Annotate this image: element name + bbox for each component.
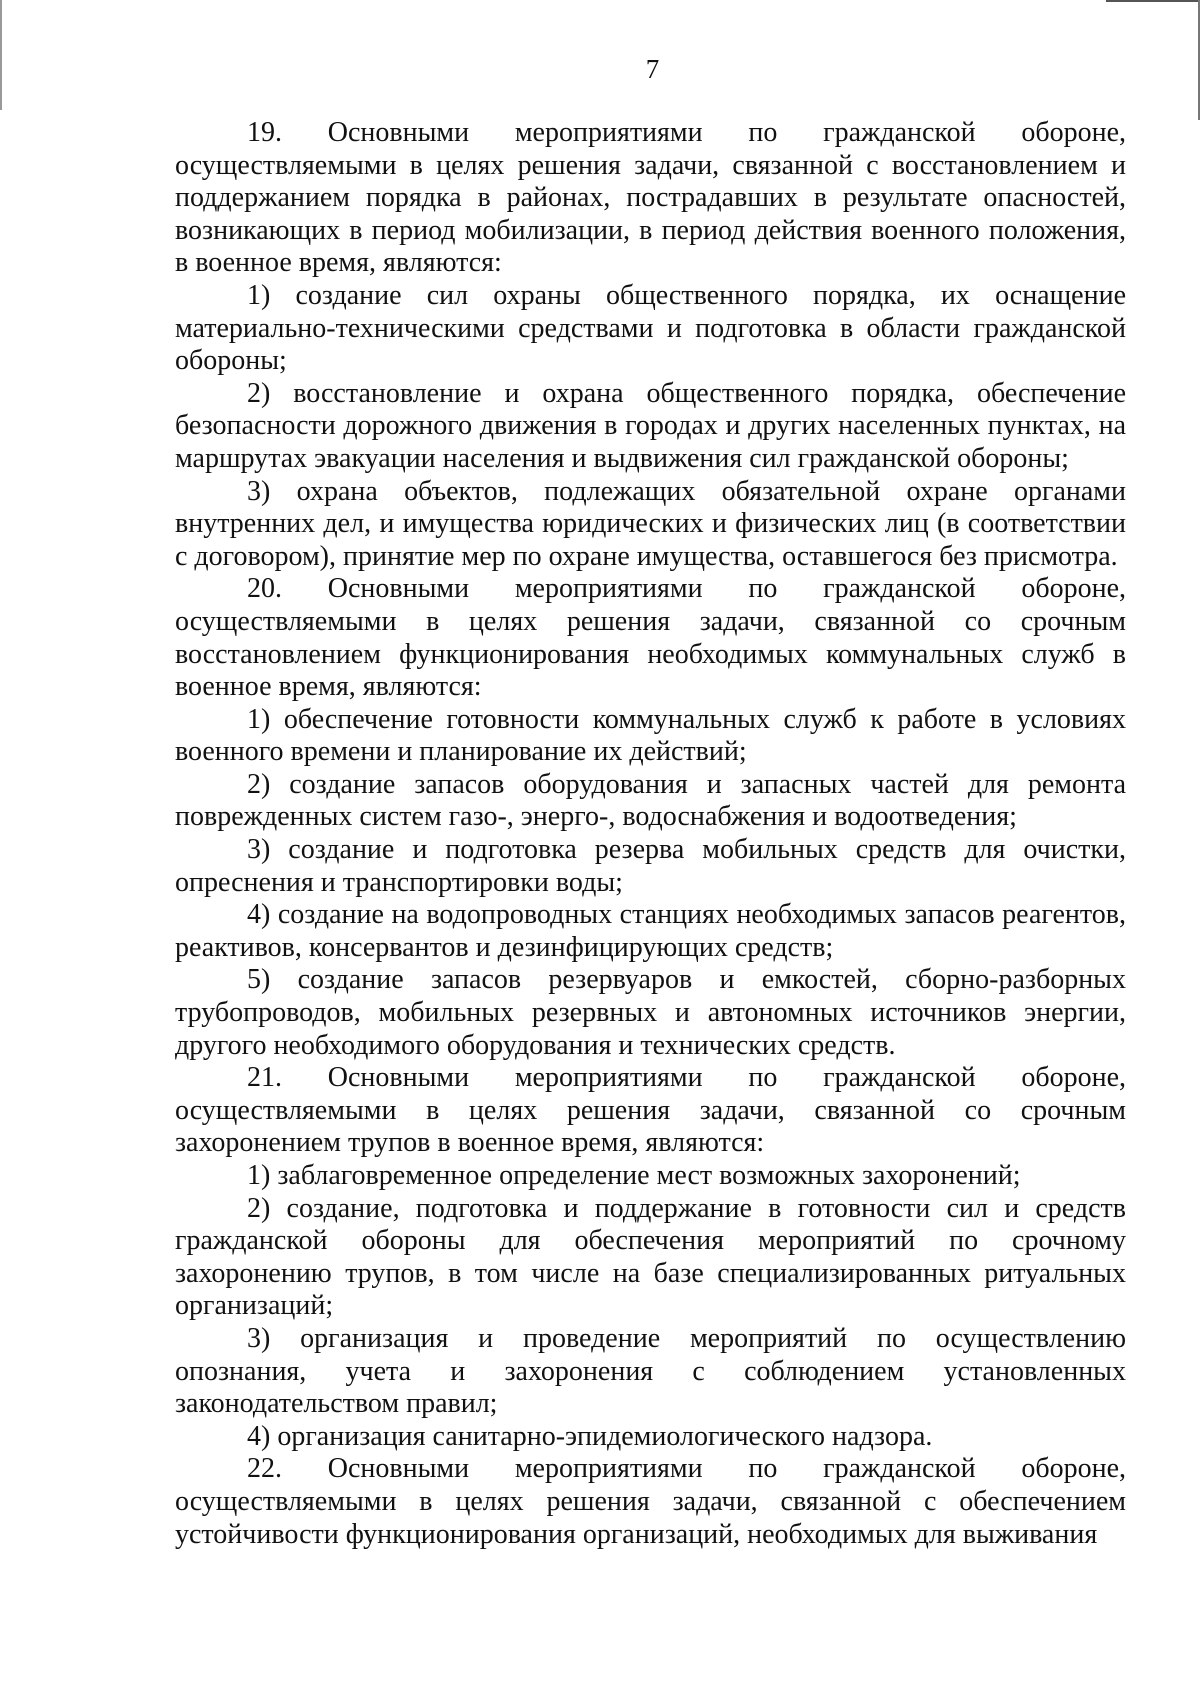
paragraph-21-item-1: 1) заблаговременное определение мест возможных захоронений; — [247, 1160, 1021, 1191]
paragraph-20-item-5: 5) создание запасов резервуаров и емкостей, сборно-разборных трубопроводов, мобильных резервных и автономных источников энергии, другого необходимого оборудования и технических средств. — [175, 964, 1126, 1061]
paragraph-20-item-3: 3) создание и подготовка резерва мобильных средств для очистки, опреснения и транспортировки воды; — [175, 834, 1126, 898]
paragraph-19-item-2: 2) восстановление и охрана общественного порядка, обеспечение безопасности дорожного движения в городах и других населенных пунктах, на маршрутах эвакуации населения и выдвижения сил гражданской обороны; — [175, 377, 1126, 474]
paragraph-20-item-1: 1) обеспечение готовности коммунальных служб к работе в условиях военного времени и планирование их действий; — [175, 703, 1126, 768]
paragraph-20-item-2: 2) создание запасов оборудования и запасных частей для ремонта поврежденных систем газо-, энерго-, водоснабжения и водоотведения; — [175, 768, 1126, 833]
paragraph-21: 21. Основными мероприятиями по гражданской обороне, осуществляемыми в целях решения задачи, связанной со срочным захоронением трупов в военное время, являются: — [175, 1062, 1126, 1159]
paragraph-21-item-4: 4) организация санитарно-эпидемиологического надзора. — [247, 1420, 933, 1452]
paragraph-19-item-3: 3) охрана объектов, подлежащих обязательной охране органами внутренних дел, и имущества юридических и физических лиц (в соответствии с договором), принятие мер по охране имущества, оставшегося без присмотра. — [175, 475, 1126, 572]
page-number: 7 — [645, 54, 660, 84]
scan-edge-line — [1106, 0, 1200, 2]
paragraph-20: 20. Основными мероприятиями по гражданской обороне, осуществляемыми в целях решения задачи, связанной со срочным восстановлением функционирования необходимых коммунальных служб в военное время, являются: — [175, 573, 1126, 703]
paragraph-20-item-4: 4) создание на водопроводных станциях необходимых запасов реагентов, реактивов, консервантов и дезинфицирующих средств; — [175, 899, 1126, 963]
document-body — [175, 117, 1126, 1551]
paragraph-21-item-3: 3) организация и проведение мероприятий по осуществлению опознания, учета и захоронения с соблюдением установленных законодательством правил; — [175, 1322, 1126, 1420]
paragraph-21-item-2: 2) создание, подготовка и поддержание в готовности сил и средств гражданской обороны для обеспечения мероприятий по срочному захоронению трупов, в том числе на базе специализированных ритуальных организаций; — [175, 1192, 1126, 1322]
paragraph-19-item-1: 1) создание сил охраны общественного порядка, их оснащение материально-техническими средствами и подготовка в области гражданской обороны; — [175, 279, 1126, 377]
paragraph-22: 22. Основными мероприятиями по гражданской обороне, осуществляемыми в целях решения задачи, связанной с обеспечением устойчивости функционирования организаций, необходимых для выживания — [175, 1453, 1126, 1550]
paragraph-19: 19. Основными мероприятиями по гражданской обороне, осуществляемыми в целях решения задачи, связанной с восстановлением и поддержанием порядка в районах, пострадавших в результате опасностей, возникающих в период мобилизации, в период действия военного положения, в военное время, являются: — [175, 117, 1126, 279]
